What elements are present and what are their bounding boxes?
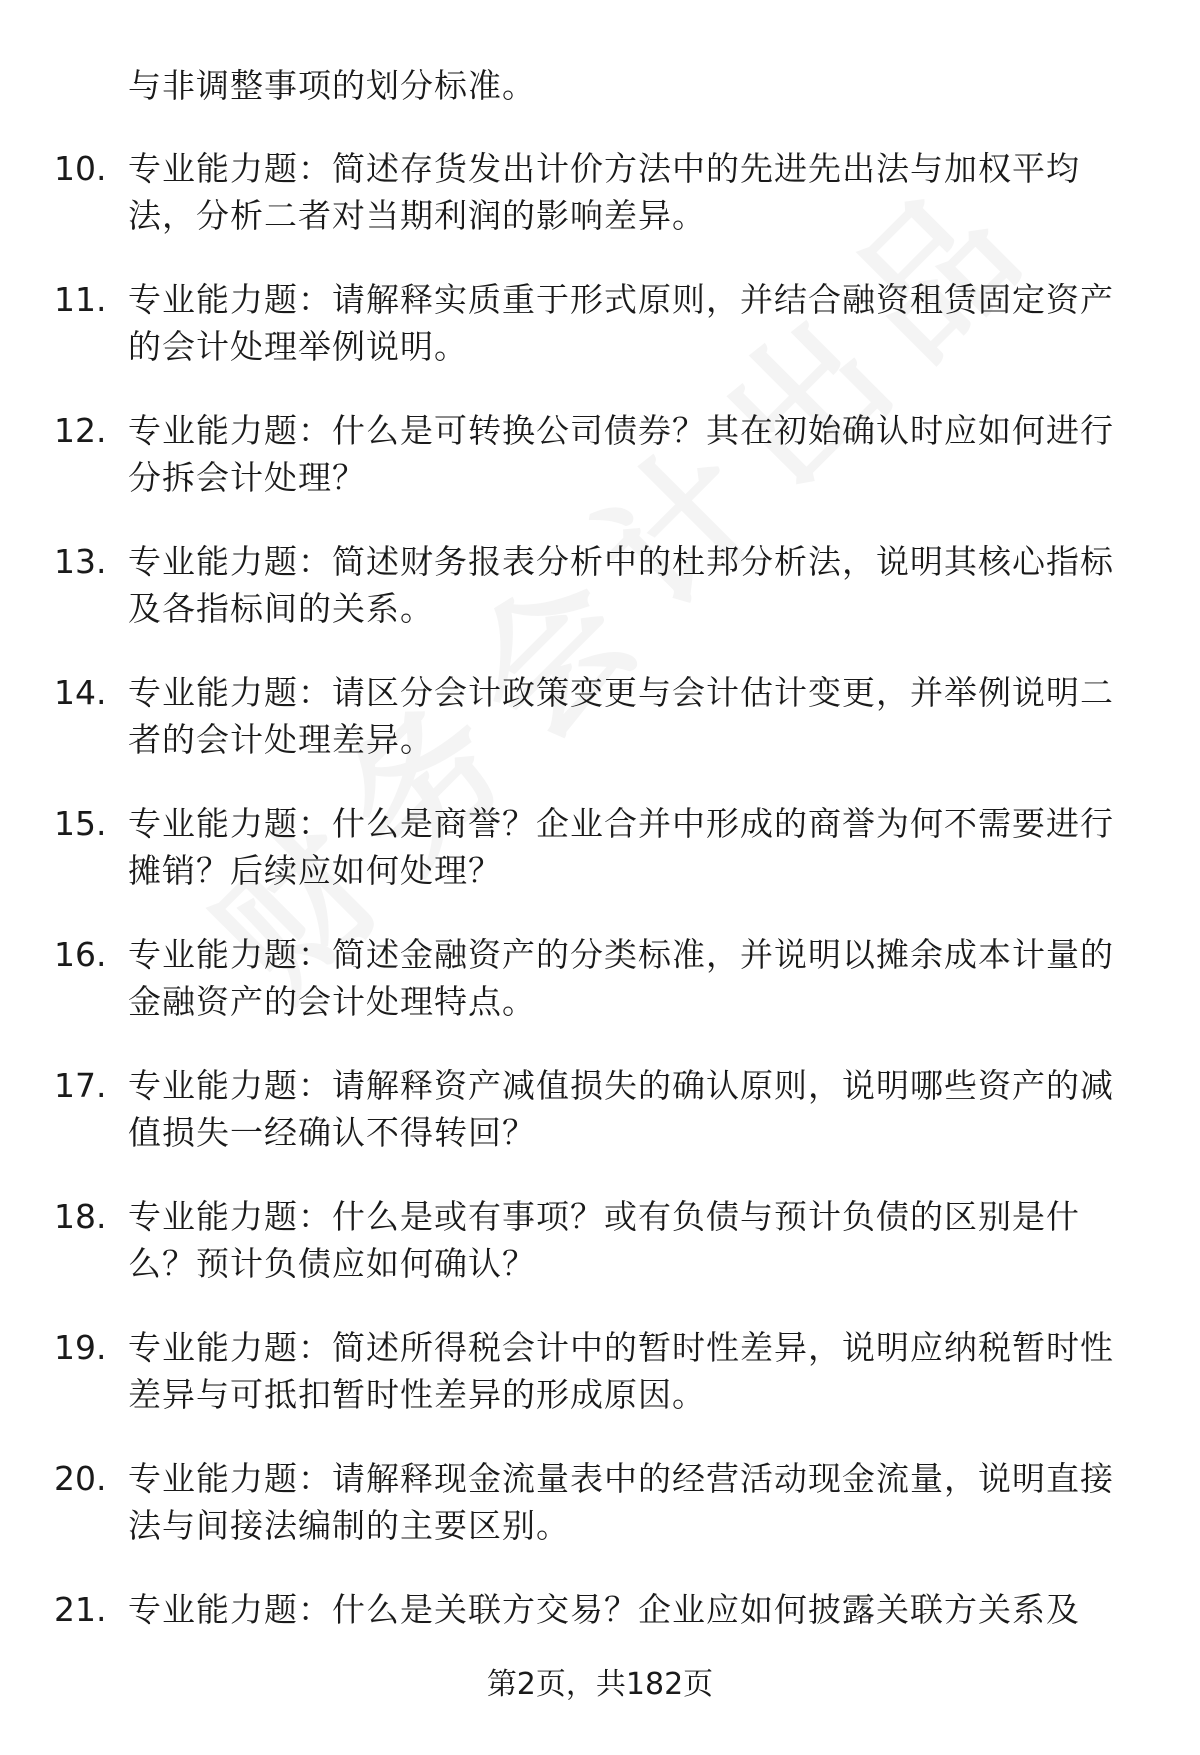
- list-item: [0, 276, 1200, 407]
- question-number: 20.: [54, 1459, 107, 1498]
- question-text: 专业能力题：什么是或有事项？或有负债与预计负债的区别是什么？预计负债应如何确认？: [128, 1197, 1080, 1283]
- list-item: [0, 145, 1200, 276]
- question-number: 13.: [54, 542, 107, 581]
- question-number: 21.: [54, 1590, 107, 1629]
- page-footer: 第2页，共182页: [486, 1667, 714, 1702]
- question-text: 专业能力题：请解释实质重于形式原则，并结合融资租赁固定资产的会计处理举例说明。: [128, 280, 1114, 366]
- question-number: 16.: [54, 935, 107, 974]
- question-text: 专业能力题：简述所得税会计中的暂时性差异，说明应纳税暂时性差异与可抵扣暂时性差异的形成原因。: [128, 1328, 1114, 1414]
- question-number: 14.: [54, 673, 107, 712]
- question-number: 11.: [54, 280, 107, 319]
- list-item: [0, 407, 1200, 538]
- continuation-text: 与非调整事项的划分标准。: [128, 66, 536, 105]
- question-number: 12.: [54, 411, 107, 450]
- list-item: [0, 538, 1200, 669]
- question-number: 15.: [54, 804, 107, 843]
- list-item: [0, 1193, 1200, 1324]
- question-text: 专业能力题：请解释资产减值损失的确认原则，说明哪些资产的减值损失一经确认不得转回？: [128, 1066, 1114, 1152]
- question-text: 专业能力题：简述存货发出计价方法中的先进先出法与加权平均法，分析二者对当期利润的影响差异。: [128, 149, 1080, 235]
- list-item: [0, 1062, 1200, 1193]
- question-number: 10.: [54, 149, 107, 188]
- question-number: 19.: [54, 1328, 107, 1367]
- question-number: 17.: [54, 1066, 107, 1105]
- list-item: [0, 1324, 1200, 1455]
- question-text: 专业能力题：什么是关联方交易？企业应如何披露关联方关系及: [128, 1590, 1080, 1629]
- question-text: 专业能力题：请解释现金流量表中的经营活动现金流量，说明直接法与间接法编制的主要区别。: [128, 1459, 1114, 1545]
- question-text: 专业能力题：什么是商誉？企业合并中形成的商誉为何不需要进行摊销？后续应如何处理？: [128, 804, 1114, 890]
- question-text: 专业能力题：请区分会计政策变更与会计估计变更，并举例说明二者的会计处理差异。: [128, 673, 1114, 759]
- list-item: [0, 1455, 1200, 1586]
- list-item: [0, 800, 1200, 931]
- question-text: 专业能力题：简述财务报表分析中的杜邦分析法，说明其核心指标及各指标间的关系。: [128, 542, 1114, 628]
- question-text: 专业能力题：什么是可转换公司债券？其在初始确认时应如何进行分拆会计处理？: [128, 411, 1114, 497]
- question-list: [0, 145, 1200, 1717]
- question-number: 18.: [54, 1197, 107, 1236]
- list-item: [0, 931, 1200, 1062]
- list-item: [0, 669, 1200, 800]
- question-text: 专业能力题：简述金融资产的分类标准，并说明以摊余成本计量的金融资产的会计处理特点。: [128, 935, 1114, 1021]
